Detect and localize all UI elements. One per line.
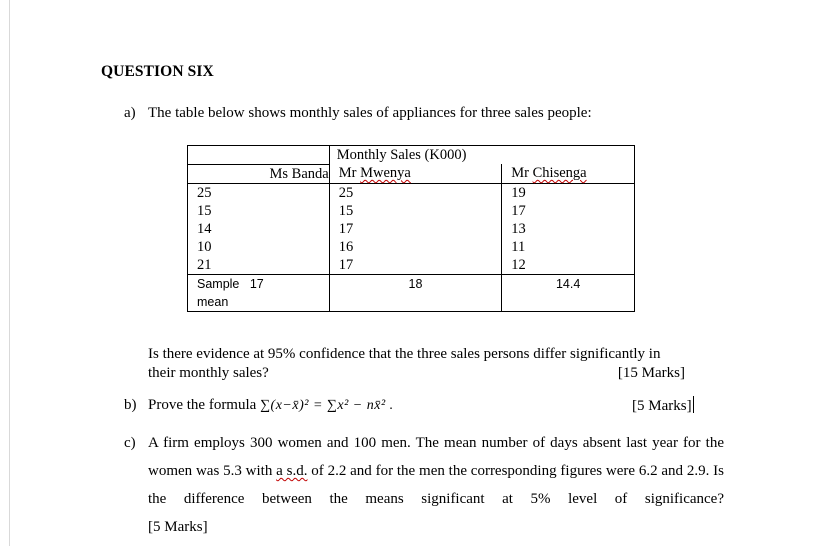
- part-c-marks: [5 Marks]: [148, 519, 208, 535]
- part-c-line-2b: of 2.2 and for the men the corresponding figures were 6.2: [307, 463, 658, 479]
- part-c: [124, 429, 724, 541]
- table-cell: 17: [338, 256, 354, 273]
- table-cell: 25: [338, 184, 354, 201]
- mwenya-title: Mr: [338, 165, 361, 181]
- text-cursor: [693, 396, 694, 413]
- table-cell: 11: [511, 238, 526, 255]
- part-a-text: The table below shows monthly sales of appliances for three sales people:: [148, 105, 592, 121]
- part-c-label: c): [124, 435, 136, 451]
- page-margin-line: [9, 0, 10, 546]
- table-title: Monthly Sales (K000): [329, 146, 634, 165]
- mean-value-chisenga: 14.4: [555, 276, 581, 291]
- evidence-question: [148, 345, 725, 383]
- table-cell: 17: [338, 220, 354, 237]
- table-cell: 16: [338, 238, 354, 255]
- table-cell: 15: [338, 202, 354, 219]
- col-header-mwenya: [329, 164, 502, 183]
- mean-cell-mwenya: [329, 274, 502, 311]
- chisenga-title: Mr: [511, 165, 533, 181]
- table-empty-cell: [188, 146, 330, 165]
- table-cell: 15: [197, 202, 212, 219]
- table-cell: 13: [511, 220, 526, 237]
- table-cell: 17: [511, 202, 526, 219]
- part-b-text: Prove the formula: [148, 397, 257, 413]
- mean-label: Sample: [197, 276, 240, 291]
- sum-of-squares-formula: ∑(x−x̄)² = ∑x² − nx̄² .: [260, 398, 394, 413]
- evidence-line-1: Is there evidence at 95% confidence that the three sales persons differ significantly in: [148, 346, 661, 362]
- question-heading: QUESTION SIX: [101, 63, 214, 80]
- part-b: [124, 396, 724, 415]
- evidence-marks: [15 Marks]: [617, 365, 685, 381]
- sd-abbreviation: a s.d.: [276, 463, 308, 479]
- table-cell: 25: [197, 184, 212, 201]
- mean-value-mwenya: 18: [408, 276, 423, 291]
- part-c-line-1: A firm employs 300 women and 100 men. The mean number of days absent last year for: [148, 435, 701, 451]
- evidence-line-2: their monthly sales?: [148, 365, 269, 381]
- col-mwenya-values: [329, 183, 502, 274]
- mean-value-banda: 17: [249, 276, 264, 291]
- mwenya-surname: Mwenya: [360, 165, 411, 181]
- col-header-banda: Ms Banda: [188, 164, 330, 183]
- chisenga-surname: Chisenga: [532, 165, 587, 181]
- part-a: [124, 105, 592, 122]
- part-b-label: b): [124, 397, 137, 413]
- part-c-line-3: and 2.9. Is the difference between the means significant at 5% level of significance?: [148, 463, 724, 507]
- part-c-line-2a: the women was 5.3 with: [148, 435, 724, 479]
- col-banda-values: [188, 183, 330, 274]
- mean-cell-banda: [188, 274, 330, 311]
- col-chisenga-values: [502, 183, 635, 274]
- table-cell: 21: [197, 256, 212, 273]
- mean-cell-chisenga: [502, 274, 635, 311]
- table-cell: 10: [197, 238, 212, 255]
- mean-label-2: mean: [197, 294, 229, 309]
- table-cell: 12: [511, 256, 526, 273]
- sales-table: [187, 145, 635, 312]
- part-a-label: a): [124, 105, 136, 121]
- table-cell: 19: [511, 184, 526, 201]
- part-b-marks: [5 Marks]: [632, 398, 692, 414]
- col-header-chisenga: [502, 164, 635, 183]
- table-cell: 14: [197, 220, 212, 237]
